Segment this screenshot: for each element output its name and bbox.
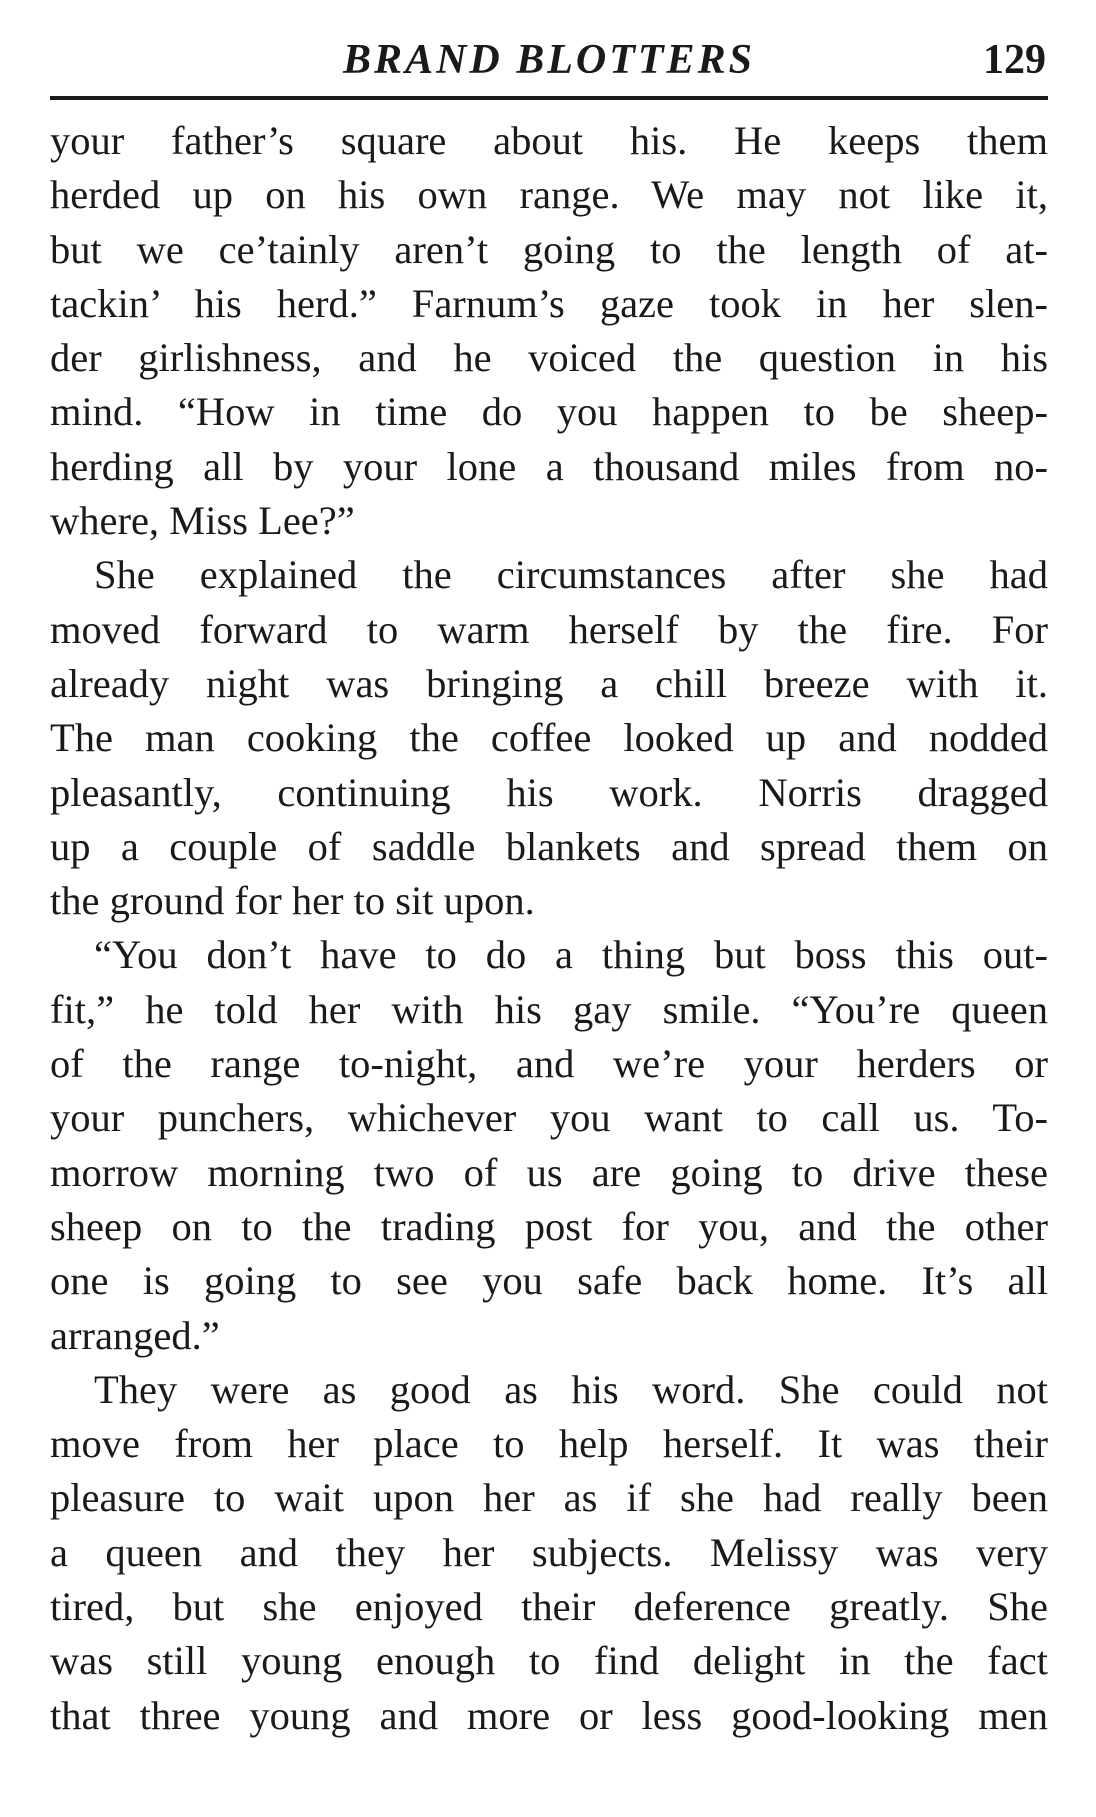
text-line: pleasantly, continuing his work. Norris dragged — [50, 769, 1048, 815]
text-line: but we ce’tainly aren’t going to the length of at- — [50, 226, 1048, 272]
text-line: moved forward to warm herself by the fire. For — [50, 606, 1048, 652]
text-line: one is going to see you safe back home. It’s all — [50, 1258, 1048, 1304]
text-line: that three young and more or less good-looking men — [50, 1692, 1048, 1738]
text-line: der girlishness, and he voiced the question in his — [50, 335, 1048, 381]
running-title: BRAND BLOTTERS — [343, 37, 755, 83]
text-line: tired, but she enjoyed their deference greatly. She — [50, 1584, 1048, 1630]
text-line: “You don’t have to do a thing but boss this out- — [94, 932, 1048, 978]
paragraph — [50, 114, 1048, 548]
text-line: move from her place to help herself. It was their — [50, 1421, 1048, 1467]
text-line: sheep on to the trading post for you, and the other — [50, 1203, 1048, 1249]
text-line: already night was bringing a chill breeze with it. — [50, 660, 1048, 706]
book-page — [50, 30, 1048, 1743]
text-line: of the range to-night, and we’re your herders or — [50, 1041, 1048, 1087]
text-line: up a couple of saddle blankets and spread them on — [50, 823, 1048, 869]
paragraph — [50, 1363, 1048, 1743]
text-line: She explained the circumstances after she had — [94, 552, 1048, 598]
text-line: your punchers, whichever you want to call us. To- — [50, 1095, 1048, 1141]
text-line: herded up on his own range. We may not like it, — [50, 172, 1048, 218]
running-header — [50, 30, 1048, 92]
text-line: pleasure to wait upon her as if she had really been — [50, 1475, 1048, 1521]
text-line: morrow morning two of us are going to drive these — [50, 1149, 1048, 1195]
text-line: They were as good as his word. She could not — [94, 1366, 1048, 1412]
text-line: herding all by your lone a thousand miles from no- — [50, 443, 1048, 489]
text-line: your father’s square about his. He keeps them — [50, 118, 1048, 163]
paragraph — [50, 548, 1048, 928]
text-line: tackin’ his herd.” Farnum’s gaze took in her slen- — [50, 280, 1048, 326]
text-line: a queen and they her subjects. Melissy was very — [50, 1529, 1048, 1575]
text-line: arranged.” — [50, 1312, 220, 1358]
header-rule — [50, 96, 1048, 100]
text-line: mind. “How in time do you happen to be sheep- — [50, 389, 1048, 435]
text-line: The man cooking the coffee looked up and nodded — [50, 715, 1048, 761]
text-line: fit,” he told her with his gay smile. “You’re queen — [50, 986, 1048, 1032]
text-line: the ground for her to sit upon. — [50, 878, 535, 924]
text-line: where, Miss Lee?” — [50, 498, 355, 544]
page-number: 129 — [983, 37, 1046, 83]
body-text — [50, 114, 1048, 1743]
text-line: was still young enough to find delight in the fact — [50, 1638, 1048, 1684]
paragraph — [50, 928, 1048, 1362]
